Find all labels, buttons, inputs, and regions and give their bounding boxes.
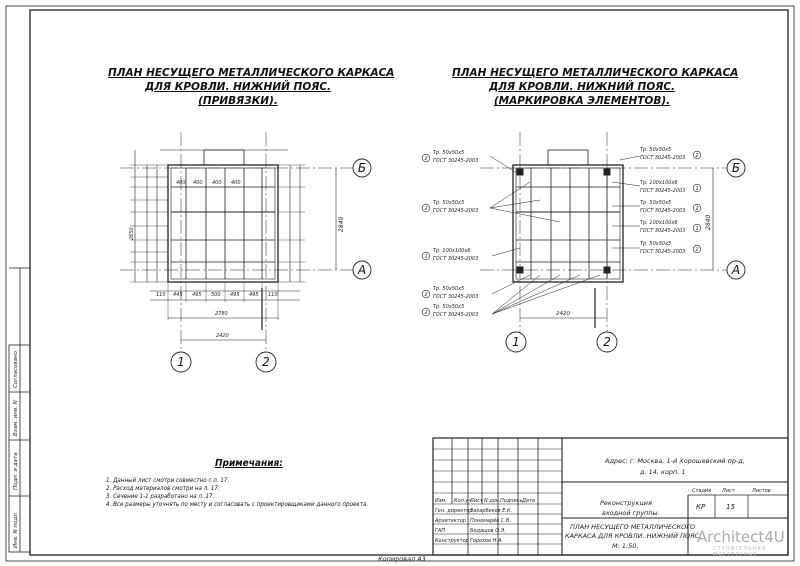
right-axis-labels [512,161,740,349]
watermark-subtitle: СТРОИТЕЛЬНАЯ МАСТЕРСКАЯ [713,546,767,558]
left-dim-labels [129,180,345,339]
left-bottom-dim: 495 [230,292,240,298]
stamp-label: Согласовано [13,351,19,388]
mark-number: 2 [424,310,428,316]
axis-a-label: А [731,263,741,277]
sheet-value: 15 [726,503,735,511]
staff-name: Захарбеков Е.К. [470,508,513,514]
left-width-inner: 2780 [215,311,228,317]
staff-role: Архитектор [435,518,466,524]
element-mark [422,150,478,164]
stage-value: КР [696,503,706,511]
right-dim-labels [556,215,712,317]
mark-line2: ГОСТ 30245-2003 [640,208,686,214]
note-item: 3. Сечение 1-1 разработано на л. 17. [106,493,215,500]
col-header-ndok: N док. [484,498,501,504]
right-height-dim: 2840 [705,214,712,230]
left-bottom-dim: 445 [173,292,183,298]
axis-a-label: А [357,263,367,277]
right-plan-drawing [480,132,735,352]
right-title-line: ПЛАН НЕСУЩЕГО МЕТАЛЛИЧЕСКОГО КАРКАСА [452,67,739,79]
staff-name: Бедашов О.Э. [470,528,506,534]
mark-line1: Тр. 50x50x5 [433,200,465,206]
right-title-line: (МАРКИРОВКА ЭЛЕМЕНТОВ). [493,95,671,107]
staff-role: Конструктор [435,538,469,544]
left-top-dim: 400 [212,180,222,186]
axis-2-label: 2 [262,355,270,369]
element-mark [422,248,478,262]
stage-header: Стадия [692,488,712,494]
element-mark [640,200,701,214]
mark-number: 2 [424,206,428,212]
staff-role: Ген. директор [435,508,473,514]
col-header-data: Дата [522,498,535,504]
left-top-dim: 400 [231,180,241,186]
stamp-label: Подп. и дата [13,452,19,490]
mark-line1: Тр. 50x50x5 [433,286,465,292]
left-bottom-dim: 500 [211,292,221,298]
right-title-line: ДЛЯ КРОВЛИ. НИЖНИЙ ПОЯС. [488,81,676,93]
side-stamp-labels [13,350,19,548]
right-width-dim: 2420 [556,311,570,317]
mark-line2: ГОСТ 30245-2003 [640,188,686,194]
element-mark [640,180,701,194]
address-line1: Адрес: г. Москва, 1-й Хорошевский пр-д, [605,457,745,465]
mark-number: 2 [424,156,428,162]
left-bottom-dim: 495 [192,292,202,298]
right-plan-title [452,66,739,108]
axis-1-label: 1 [177,355,185,369]
mark-line2: ГОСТ 30245-2003 [640,228,686,234]
sheet-title-line1: ПЛАН НЕСУЩЕГО МЕТАЛЛИЧЕСКОГО [570,523,696,531]
element-mark [640,147,701,161]
mark-line1: Тр. 50x50x5 [433,150,465,156]
mark-line2: ГОСТ 30245-2003 [433,312,479,318]
left-title-line: ДЛЯ КРОВЛИ. НИЖНИЙ ПОЯС. [144,81,332,93]
project-line2: входной группы. [602,509,660,517]
sheet-header: Лист [722,488,735,494]
left-element-marks [422,150,478,318]
staff-name: Горохов Н.А. [470,538,503,544]
left-side-dim: 2650 [129,227,135,240]
col-header-list: Лист [470,498,483,504]
mark-number: 2 [424,292,428,298]
element-mark [640,220,701,234]
note-item: 1. Данный лист смотри совместно с л. 17. [106,477,230,484]
mark-line2: ГОСТ 30245-2003 [433,256,479,262]
mark-line1: Тр. 50x50x5 [640,147,672,153]
axis-2-label: 2 [603,335,611,349]
col-header-kol: Кол.уч. [454,498,473,504]
project-line1: Реконструкция [600,499,652,507]
mark-line1: Тр. 50x50x5 [640,241,672,247]
staff-name: Пономарёв С.В. [470,518,511,524]
sheets-header: Листов [752,488,771,494]
mark-number: 1 [695,226,699,232]
mark-line2: ГОСТ 30245-2003 [433,208,479,214]
left-plan-drawing [120,132,355,352]
address-line2: д. 14, корп. 1 [640,468,686,476]
note-item: 4. Все размеры уточнять по месту и согласовать с проектировщиками данного проекта. [106,501,369,508]
mark-number: 2 [695,247,699,253]
left-bottom-dim: 495 [249,292,259,298]
right-element-marks [640,147,701,255]
staff-role: ГАП [435,528,445,534]
mark-number: 1 [695,186,699,192]
left-plan-title [108,66,395,108]
note-item: 2. Расход материалов смотри на л. 17. [106,485,220,492]
notes-list [106,477,368,509]
mark-line2: ГОСТ 30245-2003 [640,155,686,161]
left-title-line: (ПРИВЯЗКИ). [198,95,278,107]
left-bottom-dim: 110 [268,292,278,298]
title-block-text [434,498,535,544]
mark-line1: Тр. 100x100x6 [640,220,678,226]
left-title-line: ПЛАН НЕСУЩЕГО МЕТАЛЛИЧЕСКОГО КАРКАСА [108,67,395,79]
format-label: Копировал А3 [378,555,426,563]
mark-line1: Тр. 100x100x6 [640,180,678,186]
right-axis-bubbles [506,159,745,352]
watermark-logo: Architect4U [697,528,785,546]
stamp-label: Взам. инв. N [13,400,19,436]
col-header-podpis: Подпись [500,498,523,504]
stamp-label: Инв. N подл. [13,511,19,548]
element-mark [422,304,478,318]
notes-heading: Примечания: [215,458,283,469]
mark-number: 2 [695,153,699,159]
sheet-title-line2: КАРКАСА ДЛЯ КРОВЛИ. НИЖНИЙ ПОЯС. [565,532,702,540]
mark-number: 2 [695,206,699,212]
mark-line2: ГОСТ 30245-2003 [640,249,686,255]
element-mark [422,200,478,214]
mark-line1: Тр. 50x50x5 [433,304,465,310]
left-axis-labels [177,161,366,369]
mark-line1: Тр. 100x100x6 [433,248,471,254]
mark-number: 1 [424,254,428,260]
axis-b-label: Б [357,161,367,175]
left-top-dim: 400 [193,180,203,186]
mark-line1: Тр. 50x50x5 [640,200,672,206]
element-mark [640,241,701,255]
col-header-izm: Изм. [435,498,447,504]
left-height-dim: 2840 [338,216,345,232]
element-mark [422,286,478,300]
mark-line2: ГОСТ 30245-2003 [433,294,479,300]
axis-b-label: Б [731,161,741,175]
scale: М: 1:50. [612,542,639,550]
axis-1-label: 1 [512,335,520,349]
left-top-dim: 400 [176,180,186,186]
mark-line2: ГОСТ 30245-2003 [433,158,479,164]
left-bottom-dim: 110 [156,292,166,298]
left-width-total: 2420 [216,333,229,339]
